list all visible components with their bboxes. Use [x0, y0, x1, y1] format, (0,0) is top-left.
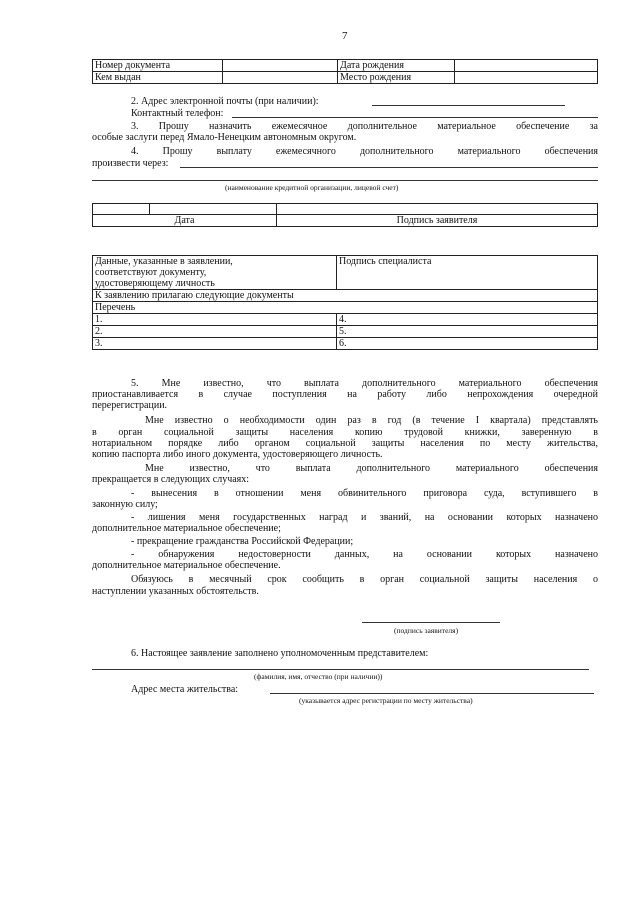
- doc-item-5: 5.: [337, 326, 598, 338]
- item5-b2-l1: - лишения меня государственных наград и званий, на основании которых назначено: [131, 512, 598, 523]
- item5-p4-l1: Обязуюсь в месячный срок сообщить в орган социальной защиты населения о: [131, 574, 598, 585]
- bank-field-1[interactable]: [180, 167, 598, 168]
- doc-item-6: 6.: [337, 338, 598, 350]
- applicant-signature-field[interactable]: [362, 622, 500, 623]
- item4-line2: произвести через:: [92, 158, 169, 169]
- verification-table: [92, 255, 598, 350]
- item5-b1-l1: - вынесения в отношении меня обвинительного приговора суда, вступившего в: [131, 488, 598, 499]
- item4-line1: 4. Прошу выплату ежемесячного дополнительного материального обеспечения: [131, 146, 598, 157]
- birth-date-label: Дата рождения: [338, 60, 455, 72]
- list-label: Перечень: [93, 302, 598, 314]
- date-cell-2[interactable]: [150, 204, 277, 215]
- applicant-signature-label: Подпись заявителя: [277, 215, 598, 227]
- address-label: Адрес места жительства:: [131, 684, 239, 695]
- date-label: Дата: [93, 215, 277, 227]
- phone-field[interactable]: [232, 117, 598, 118]
- date-cell-1[interactable]: [93, 204, 150, 215]
- address-field[interactable]: [270, 693, 594, 694]
- item5-b4-l2: дополнительное материальное обеспечение.: [92, 560, 281, 571]
- date-signature-table: [92, 203, 598, 227]
- item3-line1: 3. Прошу назначить ежемесячное дополнительное материальное обеспечение за: [131, 121, 598, 132]
- representative-name-caption: (фамилия, имя, отчество (при наличии)): [254, 672, 383, 681]
- birth-place-label: Место рождения: [338, 72, 455, 84]
- doc-item-1: 1.: [93, 314, 337, 326]
- item5-b3-l1: - прекращение гражданства Российской Федерации;: [131, 536, 354, 547]
- document-number-value: [223, 60, 338, 72]
- item5-p1-l2: приостанавливается в случае поступления на работу либо непрохождения очередной: [92, 389, 598, 400]
- doc-item-3: 3.: [93, 338, 337, 350]
- document-number-label: Номер документа: [93, 60, 223, 72]
- doc-item-4: 4.: [337, 314, 598, 326]
- issued-by-label: Кем выдан: [93, 72, 223, 84]
- birth-place-value: [455, 72, 598, 84]
- email-label: 2. Адрес электронной почты (при наличии):: [131, 96, 319, 107]
- item5-p3-l2: прекращается в следующих случаях:: [92, 474, 250, 485]
- item3-line2: особые заслуги перед Ямало-Ненецким автономным округом.: [92, 132, 357, 143]
- item5-p2-l3: нотариальном порядке либо органом социальной защиты населения по месту жительства,: [92, 438, 598, 449]
- document-table: [92, 59, 598, 84]
- item5-p4-l2: наступлении указанных обстоятельств.: [92, 586, 259, 597]
- item5-p2-l4: копию паспорта либо иного документа, удостоверяющего личность.: [92, 449, 383, 460]
- data-verified-label: Данные, указанные в заявлении, соответствуют документу, удостоверяющему личность: [93, 256, 337, 290]
- phone-label: Контактный телефон:: [131, 108, 224, 119]
- applicant-signature-caption: (подпись заявителя): [394, 626, 459, 635]
- address-caption: (указывается адрес регистрации по месту жительства): [299, 696, 473, 705]
- item5-p2-l2: в орган социальной защиты населения копию трудовой книжки, заверенную в: [92, 427, 598, 438]
- item5-b2-l2: дополнительное материальное обеспечение;: [92, 523, 281, 534]
- issued-by-value: [223, 72, 338, 84]
- item5-p1-l1: 5. Мне известно, что выплата дополнительного материального обеспечения: [131, 378, 598, 389]
- item5-p1-l3: перерегистрации.: [92, 400, 168, 411]
- item5-p3-l1: Мне известно, что выплата дополнительного материального обеспечения: [145, 463, 598, 474]
- item5-p2-l1: Мне известно о необходимости один раз в год (в течение I квартала) представлять: [145, 415, 598, 426]
- item5-b4-l1: - обнаружения недостоверности данных, на основании которых назначено: [131, 549, 598, 560]
- page-number: 7: [342, 30, 348, 42]
- specialist-signature-label: Подпись специалиста: [337, 256, 598, 290]
- attachments-label: К заявлению прилагаю следующие документы: [93, 290, 598, 302]
- signature-cell[interactable]: [277, 204, 598, 215]
- item6-line1: 6. Настоящее заявление заполнено уполномоченным представителем:: [131, 648, 429, 659]
- representative-name-field[interactable]: [92, 669, 589, 670]
- item5-b1-l2: законную силу;: [92, 499, 158, 510]
- email-field[interactable]: [372, 105, 565, 106]
- doc-item-2: 2.: [93, 326, 337, 338]
- birth-date-value: [455, 60, 598, 72]
- bank-field-2[interactable]: [92, 180, 598, 181]
- bank-caption: (наименование кредитной организации, лицевой счет): [225, 183, 399, 192]
